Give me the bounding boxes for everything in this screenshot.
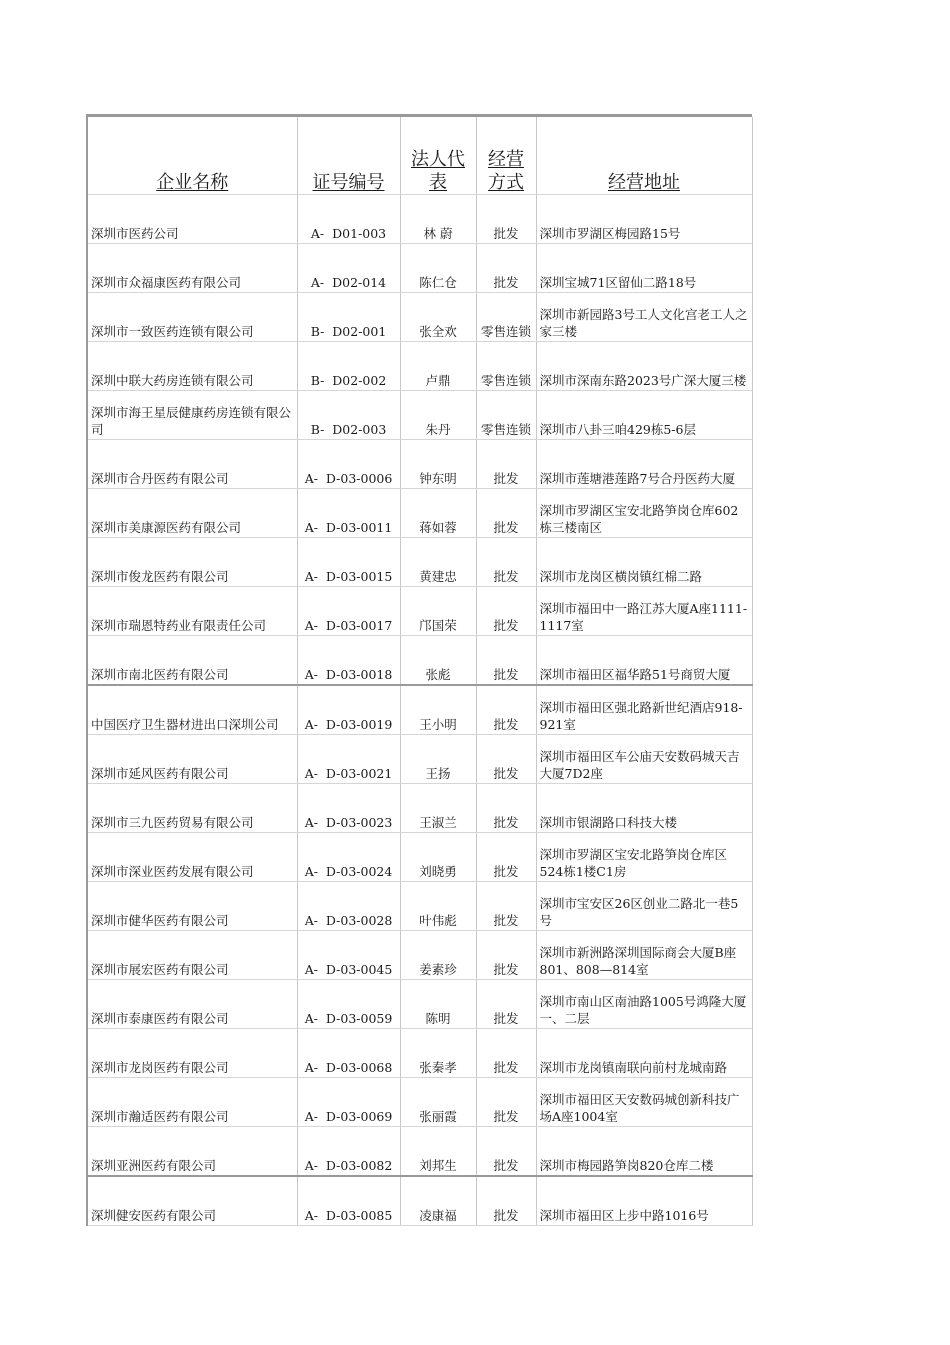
- cell-mode: 批发: [476, 882, 536, 931]
- cell-name: 深圳市俊龙医药有限公司: [88, 538, 297, 587]
- cell-cert: A- D-03-0069: [297, 1078, 400, 1127]
- cell-cert: A- D-03-0018: [297, 636, 400, 686]
- cell-name: 深圳市众福康医药有限公司: [88, 244, 297, 293]
- table-row: [88, 440, 752, 489]
- cell-cert: B- D02-002: [297, 342, 400, 391]
- cell-mode: 批发: [476, 1176, 536, 1226]
- cell-rep: 张彪: [400, 636, 476, 686]
- cell-mode: 批发: [476, 1029, 536, 1078]
- cell-rep: 王小明: [400, 685, 476, 735]
- enterprise-table: [88, 117, 753, 1226]
- cell-name: 深圳市泰康医药有限公司: [88, 980, 297, 1029]
- cell-addr: 深圳市罗湖区宝安北路笋岗仓库区524栋1楼C1房: [536, 833, 752, 882]
- cell-cert: A- D-03-0082: [297, 1127, 400, 1177]
- cell-addr: 深圳市福田中一路江苏大厦A座1111-1117室: [536, 587, 752, 636]
- cell-mode: 零售连锁: [476, 293, 536, 342]
- cell-rep: 蒋如蓉: [400, 489, 476, 538]
- cell-rep: 张全欢: [400, 293, 476, 342]
- cell-addr: 深圳市罗湖区梅园路15号: [536, 195, 752, 244]
- cell-cert: A- D-03-0068: [297, 1029, 400, 1078]
- cell-addr: 深圳市福田区车公庙天安数码城天吉大厦7D2座: [536, 735, 752, 784]
- cell-name: 深圳市龙岗医药有限公司: [88, 1029, 297, 1078]
- cell-rep: 刘晓勇: [400, 833, 476, 882]
- cell-cert: A- D-03-0059: [297, 980, 400, 1029]
- cell-rep: 张丽霞: [400, 1078, 476, 1127]
- cell-name: 深圳亚洲医药有限公司: [88, 1127, 297, 1177]
- cell-cert: A- D-03-0024: [297, 833, 400, 882]
- cell-name: 中国医疗卫生器材进出口深圳公司: [88, 685, 297, 735]
- cell-cert: A- D02-014: [297, 244, 400, 293]
- cell-name: 深圳市合丹医药有限公司: [88, 440, 297, 489]
- cell-rep: 邝国荣: [400, 587, 476, 636]
- cell-name: 深圳市健华医药有限公司: [88, 882, 297, 931]
- table-row: [88, 1078, 752, 1127]
- cell-rep: 凌康福: [400, 1176, 476, 1226]
- cell-mode: 批发: [476, 587, 536, 636]
- cell-rep: 刘邦生: [400, 1127, 476, 1177]
- table-row: [88, 293, 752, 342]
- cell-addr: 深圳市福田区福华路51号商贸大厦: [536, 636, 752, 686]
- cell-name: 深圳市三九医药贸易有限公司: [88, 784, 297, 833]
- cell-addr: 深圳市罗湖区宝安北路笋岗仓库602栋三楼南区: [536, 489, 752, 538]
- cell-rep: 王淑兰: [400, 784, 476, 833]
- cell-name: 深圳市展宏医药有限公司: [88, 931, 297, 980]
- cell-mode: 零售连锁: [476, 391, 536, 440]
- cell-cert: A- D-03-0021: [297, 735, 400, 784]
- cell-addr: 深圳宝城71区留仙二路18号: [536, 244, 752, 293]
- cell-rep: 陈仁仓: [400, 244, 476, 293]
- cell-mode: 批发: [476, 1127, 536, 1177]
- table-row: [88, 833, 752, 882]
- table-row: [88, 1127, 752, 1177]
- cell-mode: 批发: [476, 784, 536, 833]
- cell-mode: 批发: [476, 833, 536, 882]
- header-addr: 经营地址: [536, 117, 752, 195]
- table-row: [88, 784, 752, 833]
- cell-name: 深圳市医药公司: [88, 195, 297, 244]
- cell-addr: 深圳市新园路3号工人文化宫老工人之家三楼: [536, 293, 752, 342]
- cell-addr: 深圳市深南东路2023号广深大厦三楼: [536, 342, 752, 391]
- table-row: [88, 735, 752, 784]
- table-row: [88, 636, 752, 686]
- cell-addr: 深圳市福田区强北路新世纪酒店918-921室: [536, 685, 752, 735]
- header-name: 企业名称: [88, 117, 297, 195]
- cell-mode: 批发: [476, 636, 536, 686]
- cell-cert: A- D-03-0085: [297, 1176, 400, 1226]
- cell-mode: 批发: [476, 735, 536, 784]
- cell-rep: 王扬: [400, 735, 476, 784]
- cell-rep: 朱丹: [400, 391, 476, 440]
- cell-cert: A- D-03-0015: [297, 538, 400, 587]
- cell-name: 深圳市美康源医药有限公司: [88, 489, 297, 538]
- cell-name: 深圳健安医药有限公司: [88, 1176, 297, 1226]
- table-row: [88, 489, 752, 538]
- cell-rep: 姜素珍: [400, 931, 476, 980]
- table-row: [88, 195, 752, 244]
- cell-cert: A- D-03-0019: [297, 685, 400, 735]
- cell-mode: 批发: [476, 1078, 536, 1127]
- cell-mode: 批发: [476, 489, 536, 538]
- cell-name: 深圳中联大药房连锁有限公司: [88, 342, 297, 391]
- cell-rep: 张秦孝: [400, 1029, 476, 1078]
- cell-addr: 深圳市南山区南油路1005号鸿隆大厦一、二层: [536, 980, 752, 1029]
- cell-mode: 批发: [476, 538, 536, 587]
- cell-cert: A- D-03-0023: [297, 784, 400, 833]
- header-rep: 法人代表: [400, 117, 476, 195]
- table-row: [88, 1176, 752, 1226]
- cell-addr: 深圳市龙岗区横岗镇红棉二路: [536, 538, 752, 587]
- table-row: [88, 685, 752, 735]
- cell-addr: 深圳市福田区上步中路1016号: [536, 1176, 752, 1226]
- cell-name: 深圳市深业医药发展有限公司: [88, 833, 297, 882]
- cell-mode: 批发: [476, 195, 536, 244]
- cell-addr: 深圳市福田区天安数码城创新科技广场A座1004室: [536, 1078, 752, 1127]
- table-row: [88, 1029, 752, 1078]
- cell-cert: A- D-03-0045: [297, 931, 400, 980]
- cell-rep: 林 蔚: [400, 195, 476, 244]
- cell-name: 深圳市瑞恩特药业有限责任公司: [88, 587, 297, 636]
- cell-rep: 陈明: [400, 980, 476, 1029]
- header-cert: 证号编号: [297, 117, 400, 195]
- cell-addr: 深圳市龙岗镇南联向前村龙城南路: [536, 1029, 752, 1078]
- cell-mode: 批发: [476, 244, 536, 293]
- table-row: [88, 342, 752, 391]
- cell-name: 深圳市一致医药连锁有限公司: [88, 293, 297, 342]
- cell-cert: A- D-03-0006: [297, 440, 400, 489]
- cell-mode: 零售连锁: [476, 342, 536, 391]
- cell-name: 深圳市延风医药有限公司: [88, 735, 297, 784]
- cell-addr: 深圳市莲塘港莲路7号合丹医药大厦: [536, 440, 752, 489]
- cell-mode: 批发: [476, 685, 536, 735]
- table-row: [88, 587, 752, 636]
- header-row: [88, 117, 752, 195]
- cell-cert: B- D02-003: [297, 391, 400, 440]
- table-row: [88, 882, 752, 931]
- cell-cert: A- D-03-0017: [297, 587, 400, 636]
- cell-name: 深圳市瀚适医药有限公司: [88, 1078, 297, 1127]
- cell-rep: 黄建忠: [400, 538, 476, 587]
- cell-addr: 深圳市银湖路口科技大楼: [536, 784, 752, 833]
- cell-cert: A- D-03-0028: [297, 882, 400, 931]
- cell-name: 深圳市南北医药有限公司: [88, 636, 297, 686]
- table-row: [88, 244, 752, 293]
- cell-rep: 叶伟彪: [400, 882, 476, 931]
- cell-rep: 卢鼎: [400, 342, 476, 391]
- spreadsheet-table: [86, 114, 752, 1226]
- table-row: [88, 980, 752, 1029]
- cell-addr: 深圳市新洲路深圳国际商会大厦B座801、808—814室: [536, 931, 752, 980]
- header-mode: 经营方式: [476, 117, 536, 195]
- table-row: [88, 538, 752, 587]
- cell-addr: 深圳市八卦三咱429栋5-6层: [536, 391, 752, 440]
- table-row: [88, 931, 752, 980]
- cell-mode: 批发: [476, 931, 536, 980]
- cell-addr: 深圳市宝安区26区创业二路北一巷5号: [536, 882, 752, 931]
- cell-cert: B- D02-001: [297, 293, 400, 342]
- cell-rep: 钟东明: [400, 440, 476, 489]
- cell-name: 深圳市海王星辰健康药房连锁有限公司: [88, 391, 297, 440]
- cell-addr: 深圳市梅园路笋岗820仓库二楼: [536, 1127, 752, 1177]
- cell-cert: A- D-03-0011: [297, 489, 400, 538]
- cell-cert: A- D01-003: [297, 195, 400, 244]
- cell-mode: 批发: [476, 980, 536, 1029]
- cell-mode: 批发: [476, 440, 536, 489]
- table-row: [88, 391, 752, 440]
